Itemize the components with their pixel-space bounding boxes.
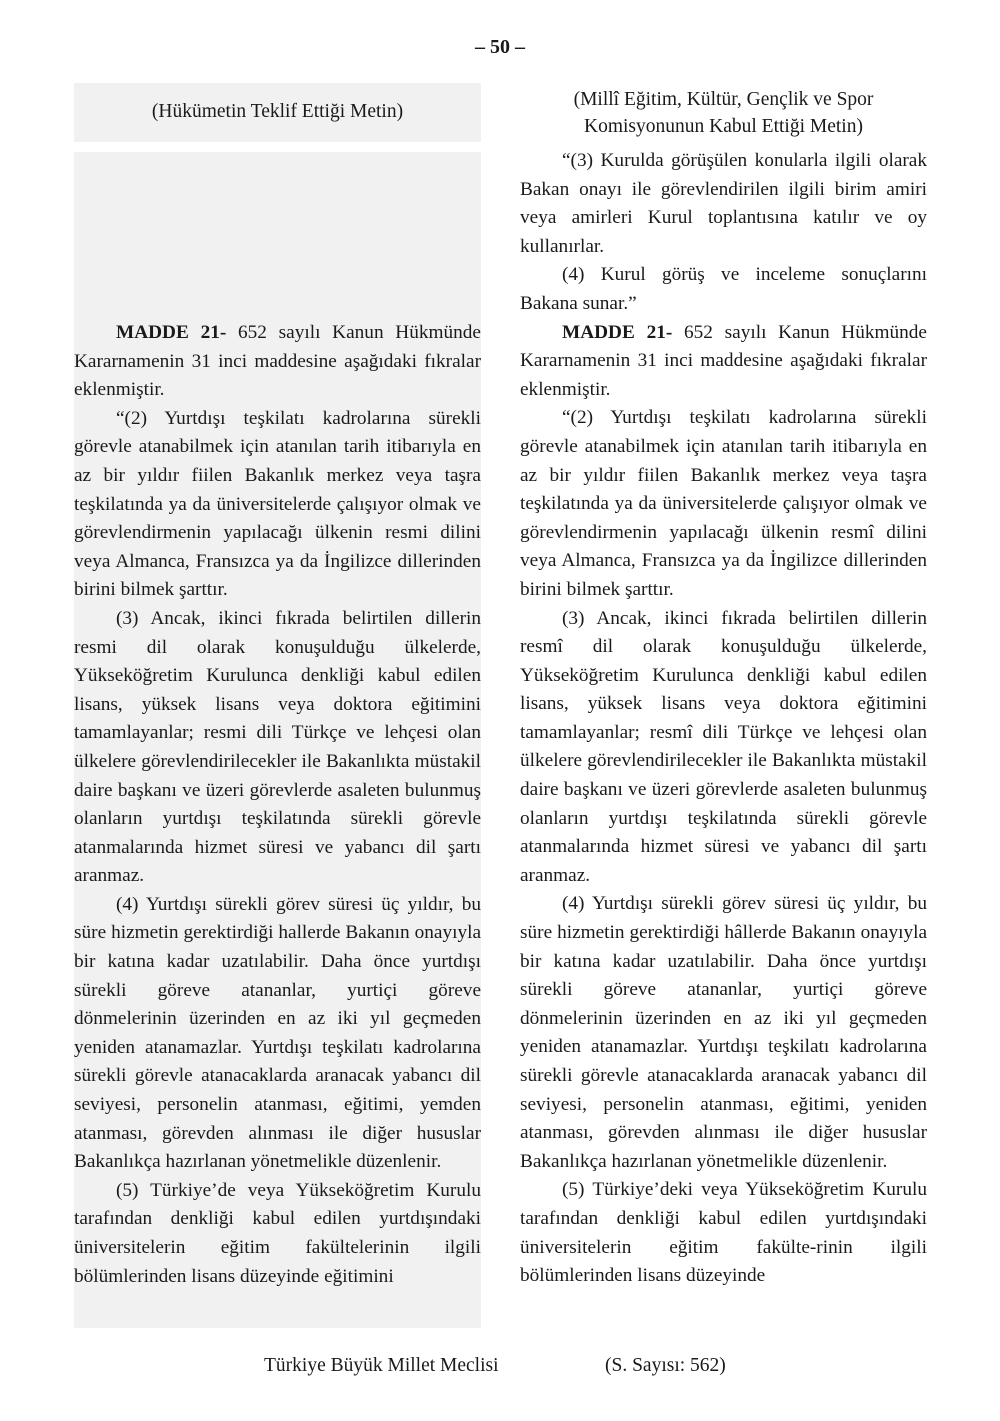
article-label: MADDE 21- — [116, 322, 227, 343]
page-number: – 50 – — [475, 36, 525, 58]
paragraph-3-left: (3) Ancak, ikinci fıkrada belirtilen dillerin resmi dil olarak konuşulduğu ülkelerde, Yükseköğretim Kurulunca denkliği kabul edilen lisans, yüksek lisans veya doktora eğitimini tamamlayanlar; resmi dili Türkçe ve lehçesi olan ülkelere görevlendirilecekler ile Bakanlıkta müstakil daire başkanı ve üzeri görevlerde asaleten bulunmuş olanların yurtdışı teşkilatında sürekli görevle atanmalarında hizmet süresi ve yabancı dil şartı aranmaz. — [74, 607, 481, 887]
footer-institution: Türkiye Büyük Millet Meclisi — [264, 1355, 499, 1376]
paragraph-4-left: (4) Yurtdışı sürekli görev süresi üç yıldır, bu süre hizmetin gerektirdiği hallerde Bakanın onayıyla bir katına kadar uzatılabilir. Daha önce yurtdışı sürekli göreve atananlar, yurtiçi göreve dönmelerinin üzerinden en az iki yıl geçmeden yeniden atanamazlar. Yurtdışı teşkilatı kadrolarına sürekli görevle atanacaklarda aranacak yabancı dil seviyesi, personelin atanması, eğitimi, yemden atanması, görevden alınması ile diğer hususlar Bakanlıkça hazırlanan yönetmelikle düzenlenir. — [74, 893, 481, 1173]
paragraph-3-right: (3) Ancak, ikinci fıkrada belirtilen dillerin resmî dil olarak konuşulduğu ülkelerde, Yükseköğretim Kurulunca denkliği kabul edilen lisans, yüksek lisans veya doktora eğitimini tamamlayanlar; resmî dili Türkçe ve lehçesi olan ülkelere görevlendirilecekler ile Bakanlıkta müstakil daire başkanı ve üzeri görevlerde asaleten bulunmuş olanların yurtdışı teşkilatında sürekli görevle atanmalarında hizmet süresi ve yabancı dil şartı aranmaz. — [520, 607, 927, 886]
paragraph-5-left: (5) Türkiye’de veya Yükseköğretim Kurulu tarafından denkliği kabul edilen yurtdışındaki üniversitelerin eğitim fakültelerinin ilgili bölümlerinden lisans düzeyinde eğitimini — [74, 1179, 481, 1287]
left-column-text — [74, 319, 481, 1291]
paragraph-2-left: “(2) Yurtdışı teşkilatı kadrolarına sürekli görevle atanabilmek için atanılan tarih itibarıyla en az bir yıldır fiilen Bakanlık merkez veya taşra teşkilatında ya da üniversitelerde çalışıyor olmak ve görevlendirmenin yapılacağı ülkenin resmi dilini veya Almanca, Fransızca ya da İngilizce dillerinden birini bilmek şarttır. — [74, 407, 481, 601]
right-column-text — [520, 147, 927, 1291]
paragraph-2-right: “(2) Yurtdışı teşkilatı kadrolarına sürekli görevle atanabilmek için atanılan tarih itibarıyla en az bir yıldır fiilen Bakanlık merkez veya taşra teşkilatında ya da üniversitelerde çalışıyor olmak ve görevlendirmenin yapılacağı ülkenin resmî dilini veya Almanca, Fransızca ya da İngilizce dillerinden birini bilmek şarttır. — [520, 407, 927, 600]
article-intro-left: MADDE 21- 652 sayılı Kanun Hükmünde Kararnamenin 31 inci maddesine aşağıdaki fıkralar eklenmiştir. — [74, 322, 481, 401]
right-column-title: (Millî Eğitim, Kültür, Gençlik ve Spor Komisyonunun Kabul Ettiği Metin) — [573, 89, 874, 137]
article-label: MADDE 21- — [562, 321, 673, 343]
paragraph-4-right: (4) Yurtdışı sürekli görev süresi üç yıldır, bu süre hizmetin gerektirdiği hâllerde Bakanın onayıyla bir katına kadar uzatılabilir. Daha önce yurtdışı sürekli göreve atananlar, yurtiçi göreve dönmelerinin üzerinden en az iki yıl geçmeden yeniden atanamazlar. Yurtdışı teşkilatı kadrolarına sürekli görevle atanacaklarda aranacak yabancı dil seviyesi, personelin atanması, eğitimi, yeniden atanması, görevden alınması ile diğer hususlar Bakanlıkça hazırlanan yönetmelikle düzenlenir. — [520, 893, 927, 1172]
paragraph-5-right: (5) Türkiye’deki veya Yükseköğretim Kurulu tarafından denkliği kabul edilen yurtdışındaki üniversitelerin eğitim fakülte-rinin ilgili bölümlerinden lisans düzeyinde — [520, 1179, 927, 1287]
article-intro-right: MADDE 21- 652 sayılı Kanun Hükmünde Kararnamenin 31 inci maddesine aşağıdaki fıkralar eklenmiştir. — [520, 321, 927, 400]
preceding-paragraph-4-right: (4) Kurul görüş ve inceleme sonuçlarını Bakana sunar.” — [520, 264, 927, 314]
preceding-paragraph-3-right: “(3) Kurulda görüşülen konularla ilgili olarak Bakan onayı ile görevlendirilen ilgili birim amiri veya amirleri Kurul toplantısına katılır ve oy kullanırlar. — [520, 150, 927, 257]
left-column-title: (Hükümetin Teklif Ettiği Metin) — [151, 101, 404, 122]
footer-issue-number: (S. Sayısı: 562) — [605, 1355, 726, 1376]
